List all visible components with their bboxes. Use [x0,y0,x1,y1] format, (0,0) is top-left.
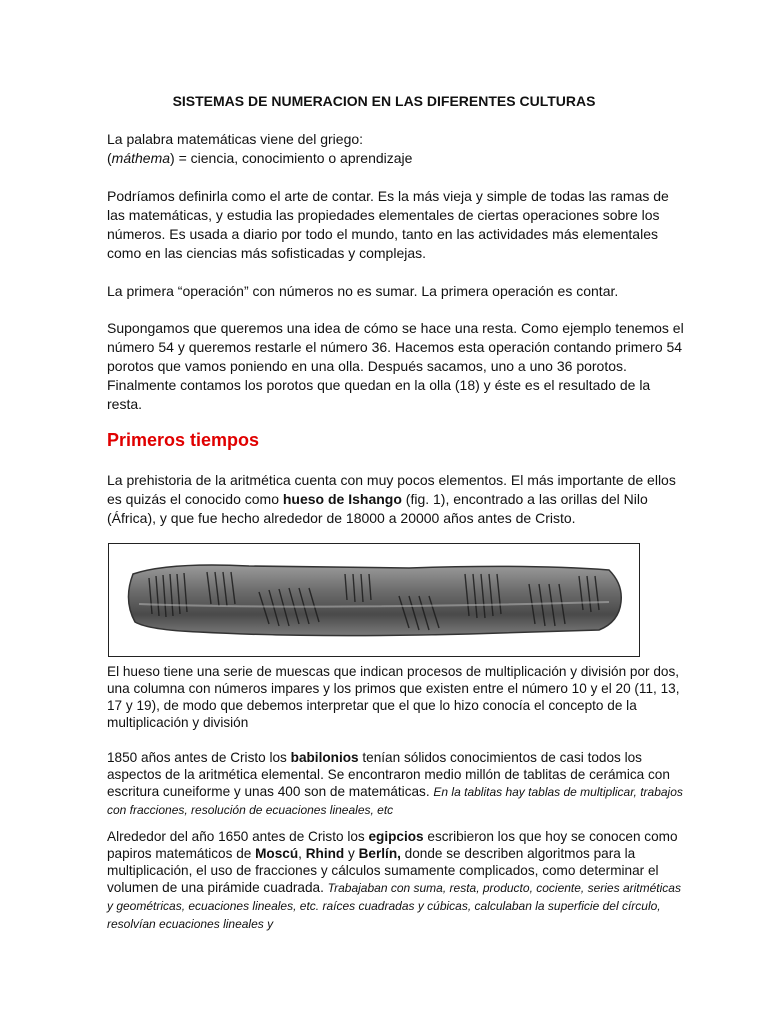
greek-word: máthema [111,150,171,166]
paragraph-definition: Podríamos definirla como el arte de contar. Es la más vieja y simple de todas las ramas de las matemáticas, y estudia las propiedades elementales de ciertas operaciones sobre los números. Es usada a diario por todo el mundo, tanto en las actividades más elementales como en las ciencias más sofisticadas y complejas. [107,188,669,261]
paragraph-first-operation: La primera “operación” con números no es sumar. La primera operación es contar. [107,283,619,299]
paragraph-text: 1850 años antes de Cristo los [107,750,291,765]
italic-note: Trabajaban con suma, resta, producto, cociente, series aritméticas y geométricas, ecuaciones lineales, etc. raíces cuadradas y cúbicas, calculaban la superficie del círculo, resolvían ecuaciones lineales y [107,881,681,931]
intro-text: ( [107,150,112,166]
bold-term: hueso de Ishango [282,491,402,507]
paragraph-text: tenían sólidos conocimientos de casi todos los aspectos de la aritmética elemental. Se encontraron medio millón de tablitas de cerámica con escritura cuneiforme y unas 400 son de matemáticas. [107,750,670,799]
bold-term: egipcios [368,829,424,844]
section-heading: Primeros tiempos [107,430,260,450]
paragraph-text: y [344,846,359,861]
paragraph-egyptians [107,828,687,933]
paragraph-subtraction-example: Supongamos que queremos una idea de cómo se hace una resta. Como ejemplo tenemos el número 54 y queremos restarle el número 36. Hacemos esta operación contando primero 54 porotos que vamos poniendo en una olla. Después sacamos, uno a uno 36 porotos. Finalmente contamos los porotos que quedan en la olla (18) y éste es el resultado de la resta. [107,320,684,412]
paragraph-text: donde se describen algoritmos para la multiplicación, el uso de fracciones y cálculos sumamente complicados, como determinar el volumen de una pirámide cuadrada. [107,846,659,895]
paragraph-prehistory [107,471,687,528]
paragraph-babylonians [107,749,687,819]
ishango-bone-figure [108,543,640,657]
ishango-bone-image [109,544,639,656]
paragraph-text: escribieron los que hoy se conocen como papiros matemáticos de [107,829,678,861]
paragraph-bone-description: El hueso tiene una serie de muescas que indican procesos de multiplicación y división por dos, una columna con números impares y los primos que existen entre el número 10 y el 20 (11, 13, 17 y 19), de modo que debemos interpretar que el que lo hizo conocía el concepto de la multiplicación y división [107,664,680,730]
document-title: SISTEMAS DE NUMERACION EN LAS DIFERENTES CULTURAS [172,93,596,109]
bold-term: babilonios [290,750,359,765]
paragraph-text: , [298,846,306,861]
italic-note: En la tablitas hay tablas de multiplicar, trabajos con fracciones, resolución de ecuaciones lineales, etc [107,785,683,817]
paragraph-text: (fig. 1), encontrado a las orillas del Nilo (África), y que fue hecho alrededor de 18000 a 20000 años antes de Cristo. [107,491,648,526]
intro-text: ) = ciencia, conocimiento o aprendizaje [170,150,413,166]
bold-term: Moscú [255,846,299,861]
paragraph-text: La prehistoria de la aritmética cuenta con muy pocos elementos. El más importante de ellos es quizás el conocido como [107,472,676,507]
bold-term: Berlín, [358,846,401,861]
intro-paragraph [107,130,687,168]
paragraph-text: Alrededor del año 1650 antes de Cristo los [107,829,369,844]
intro-line-2 [107,149,687,168]
bold-term: Rhind [305,846,345,861]
intro-line-1: La palabra matemáticas viene del griego: [107,131,364,147]
